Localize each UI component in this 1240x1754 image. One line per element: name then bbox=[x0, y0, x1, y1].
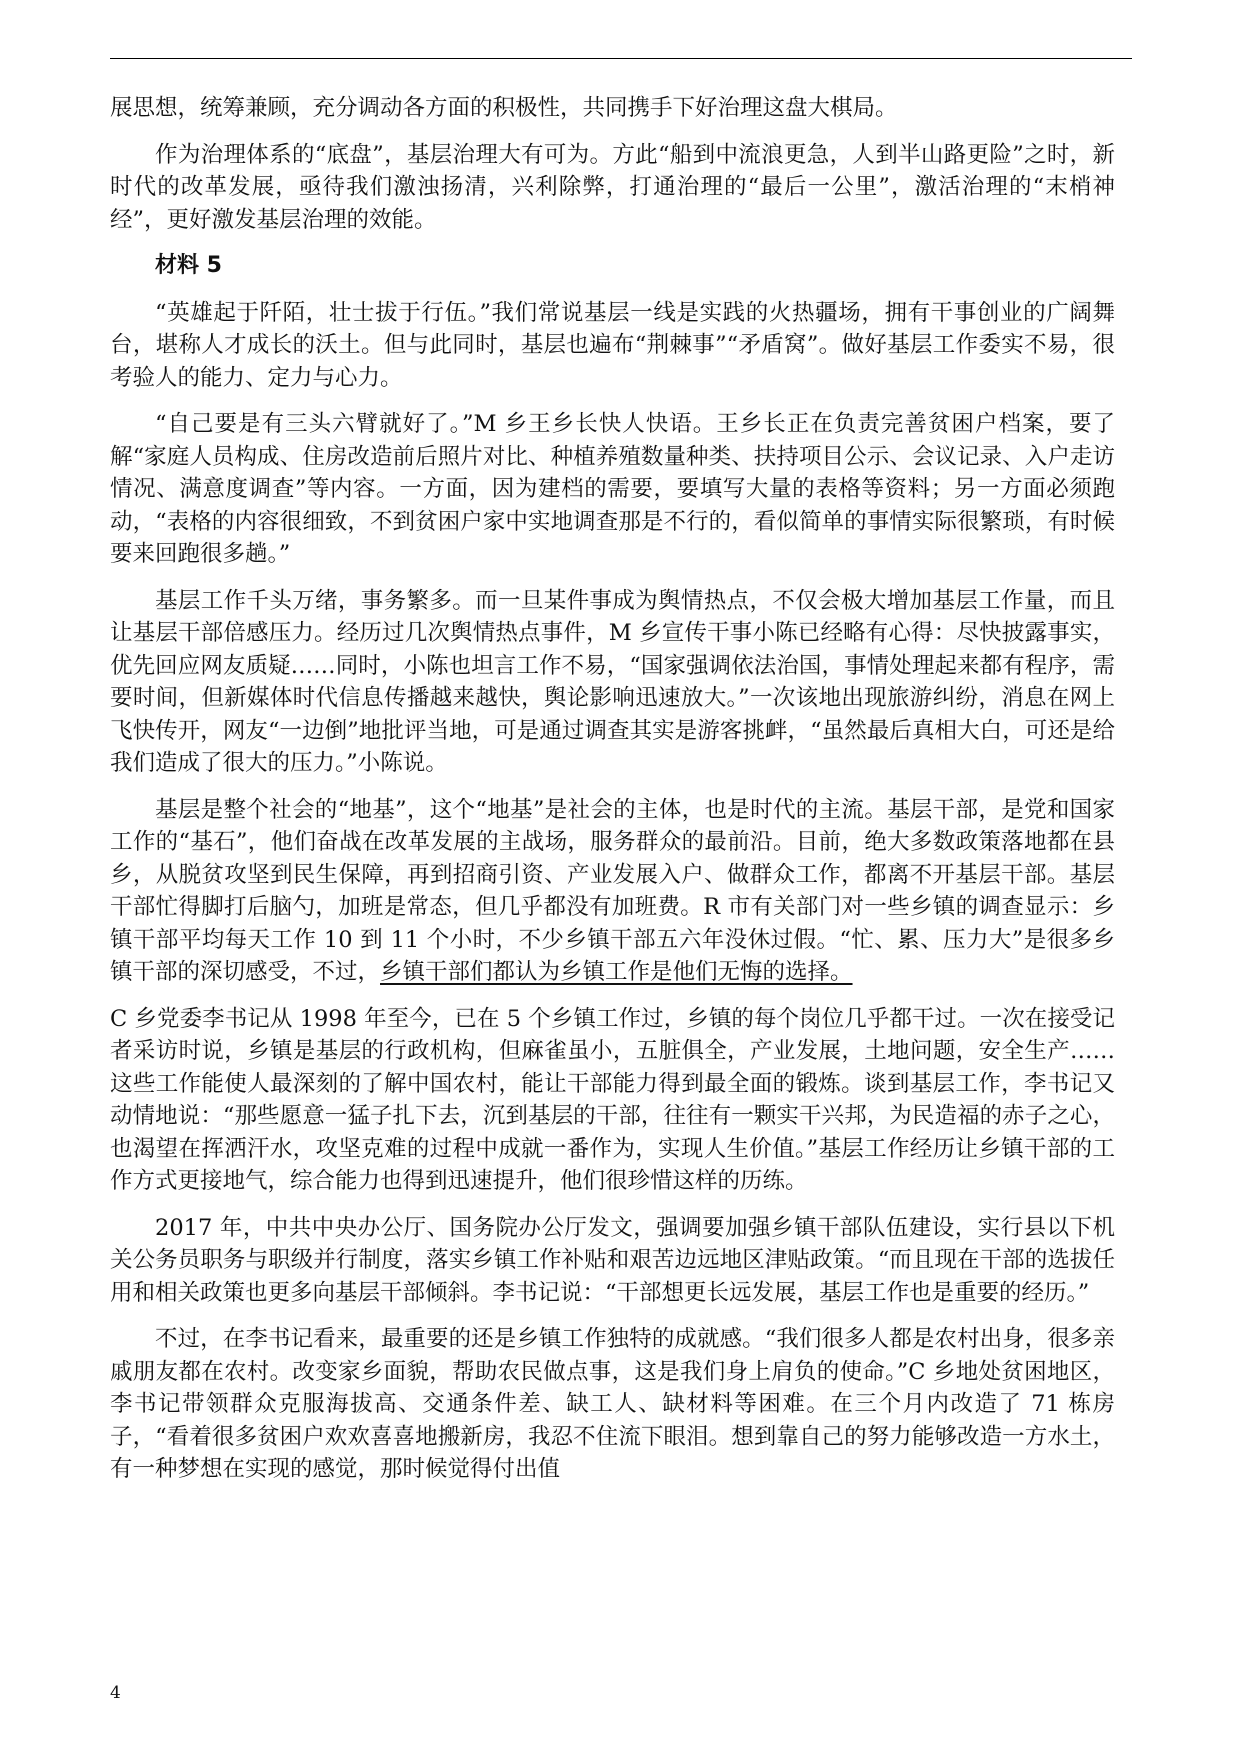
paragraph-public-opinion: 基层工作千头万绪，事务繁多。而一旦某件事成为舆情热点，不仅会极大增加基层工作量，而且让基层干部倍感压力。经历过几次舆情热点事件，M 乡宣传干事小陈已经略有心得：尽快披露事实，优先回应网友质疑……同时，小陈也坦言工作不易，“国家强调依法治国，事情处理起来都有程序，需要时间，但新媒体时代信息传播越来越快，舆论影响迅速放大。”一次该地出现旅游纠纷，消息在网上飞快传开，网友“一边倒”地批评当地，可是通过调查其实是游客挑衅，“虽然最后真相大白，可还是给我们造成了很大的压力。”小陈说。 bbox=[110, 587, 1115, 776]
page-number: 4 bbox=[110, 1683, 121, 1703]
paragraph-2017-policy: 2017 年，中共中央办公厅、国务院办公厅发文，强调要加强乡镇干部队伍建设，实行县以下机关公务员职务与职级并行制度，落实乡镇工作补贴和艰苦边远地区津贴政策。“而且现在干部的选拔任用和相关政策也更多向基层干部倾斜。李书记说：“干部想更长远发展，基层工作也是重要的经历。” bbox=[110, 1214, 1115, 1306]
underlined-sentence: 乡镇干部们都认为乡镇工作是他们无悔的选择。 bbox=[380, 959, 853, 985]
header-rule bbox=[110, 58, 1132, 59]
paragraph-achievement: 不过，在李书记看来，最重要的还是乡镇工作独特的成就感。“我们很多人都是农村出身，很多亲戚朋友都在农村。改变家乡面貌，帮助农民做点事，这是我们身上肩负的使命。”C 乡地处贫困地区，李书记带领群众克服海拔高、交通条件差、缺工人、缺材料等困难。在三个月内改造了 71 栋房子，“看着很多贫困户欢欢喜喜地搬新房，我忍不住流下眼泪。想到靠自己的努力能够改造一方水土，有一种梦想在实现的感觉，那时候觉得付出值 bbox=[110, 1326, 1115, 1482]
paragraph-heroes: “英雄起于阡陌，壮士拔于行伍。”我们常说基层一线是实践的火热疆场，拥有干事创业的广阔舞台，堪称人才成长的沃土。但与此同时，基层也遍布“荆棘事”“矛盾窝”。做好基层工作委实不易，很考验人的能力、定力与心力。 bbox=[110, 299, 1115, 391]
paragraph-foundation-text: 基层是整个社会的“地基”，这个“地基”是社会的主体，也是时代的主流。基层干部，是党和国家工作的“基石”，他们奋战在改革发展的主战场，服务群众的最前沿。目前，绝大多数政策落地都在县乡，从脱贫攻坚到民生保障，再到招商引资、产业发展入户、做群众工作，都离不开基层干部。基层干部忙得脚打后脑勺，加班是常态，但几乎都没有加班费。R 市有关部门对一些乡镇的调查显示：乡镇干部平均每天工作 10 到 11 个小时，不少乡镇干部五六年没休过假。“忙、累、压力大”是很多乡镇干部的深切感受，不过， bbox=[110, 796, 1115, 985]
paragraph-continuation: 展思想，统筹兼顾，充分调动各方面的积极性，共同携手下好治理这盘大棋局。 bbox=[110, 95, 898, 121]
document-body bbox=[110, 92, 1115, 1500]
paragraph-grassroots-governance: 作为治理体系的“底盘”，基层治理大有可为。方此“船到中流浪更急，人到半山路更险”之时，新时代的改革发展，亟待我们激浊扬清，兴利除弊，打通治理的“最后一公里”，激活治理的“末梢神经”，更好激发基层治理的效能。 bbox=[110, 141, 1115, 233]
paragraph-secretary-li: C 乡党委李书记从 1998 年至今，已在 5 个乡镇工作过，乡镇的每个岗位几乎都干过。一次在接受记者采访时说，乡镇是基层的行政机构，但麻雀虽小，五脏俱全，产业发展，土地问题，安全生产……这些工作能使人最深刻的了解中国农村，能让干部能力得到最全面的锻炼。谈到基层工作，李书记又动情地说：“那些愿意一猛子扎下去，沉到基层的干部，往往有一颗实干兴邦，为民造福的赤子之心，也渴望在挥洒汗水，攻坚克难的过程中成就一番作为，实现人生价值。”基层工作经历让乡镇干部的工作方式更接地气，综合能力也得到迅速提升，他们很珍惜这样的历练。 bbox=[110, 1005, 1115, 1194]
section-heading-material-5: 材料 5 bbox=[155, 253, 222, 278]
paragraph-township-head-wang: “自己要是有三头六臂就好了。”M 乡王乡长快人快语。王乡长正在负责完善贫困户档案，要了解“家庭人员构成、住房改造前后照片对比、种植养殖数量种类、扶持项目公示、会议记录、入户走访情况、满意度调查”等内容。一方面，因为建档的需要，要填写大量的表格等资料；另一方面必须跑动，“表格的内容很细致，不到贫困户家中实地调查那是不行的，看似简单的事情实际很繁琐，有时候要来回跑很多趟。” bbox=[110, 411, 1115, 567]
paragraph-foundation bbox=[110, 794, 1115, 989]
